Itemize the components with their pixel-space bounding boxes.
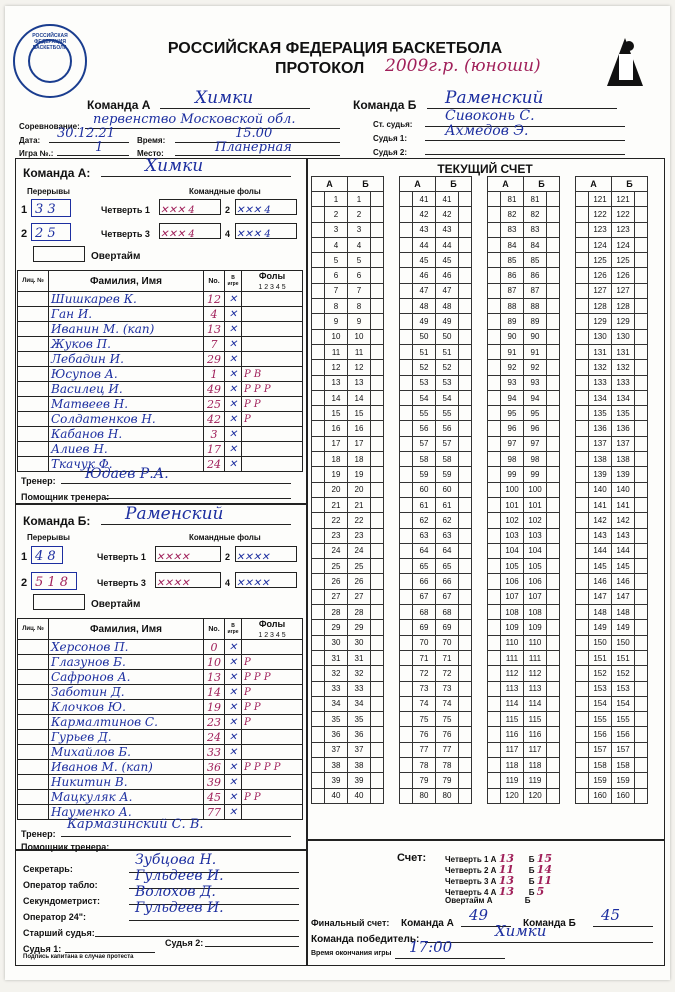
scorer-value: Зубцова Н. — [135, 852, 217, 868]
team-b-fouls-label: Командные фолы — [189, 533, 261, 542]
player-row — [18, 745, 303, 760]
player-number: 25 — [207, 397, 221, 411]
player-name: Жуков П. — [51, 337, 111, 351]
end-time-label: Время окончания игры — [311, 950, 392, 957]
player-number: 23 — [207, 715, 221, 729]
competition-label: Соревнование: — [19, 122, 80, 131]
scorer-label: Секретарь: — [23, 864, 73, 874]
player-number: 77 — [207, 805, 221, 819]
player-number: 42 — [207, 412, 221, 426]
team-a-q3-label: Четверть 3 — [101, 229, 150, 239]
player-name: Лебадин И. — [51, 352, 124, 366]
player-fouls: P P P P — [244, 761, 281, 773]
team-b-roster: Лиц. № Фамилия, Имя No. В игре Фолы 1 2 3 4 5 Херсонов П. 0 ✕ Глазунов Б. 10 ✕ P Сафронов А. 13 ✕ P P P Заботин Д. 14 ✕ P Клочков Ю. 19 ✕ P P Кармалтинов С. 23 ✕ P Гурьев Д. 24 ✕ Михайлов Б. 33 ✕ Иванов М. (кап) 36 ✕ P P P P Никитин В. 39 ✕ Мацкуляк А. 45 ✕ P P Науменко А. 77 ✕ — [17, 618, 303, 820]
player-in-game-icon: ✕ — [228, 353, 238, 365]
team-b-q4-fouls: ✕✕✕✕ — [235, 572, 297, 588]
timer-value: Волохов Д. — [135, 884, 216, 900]
player-name: Заботин Д. — [51, 685, 125, 699]
quarter-score-row: Четверть 4 А 13 Б 5 — [445, 885, 545, 898]
umpire1-value: Ахмедов Э. — [445, 123, 529, 139]
player-row — [18, 670, 303, 685]
score-column-group: А Б 81 81 82 82 83 83 84 84 85 85 86 86 87 87 88 88 89 89 90 90 91 91 92 92 93 93 94 94 95 95 96 96 97 97 98 98 99 99 100 100 101 101 102 102 103 103 104 104 105 105 106 106 107 107 108 108 109 109 110 110 111 111 112 112 113 113 114 114 115 115 116 116 117 117 118 118 119 119 120 120 — [487, 176, 560, 804]
player-in-game-icon: ✕ — [228, 701, 238, 713]
team-b-q3-fouls: ✕✕✕✕ — [155, 572, 221, 588]
team-b-header-label: Команда Б — [353, 98, 417, 112]
player-number: 39 — [207, 775, 221, 789]
player-in-game-icon: ✕ — [228, 398, 238, 410]
player-number: 12 — [207, 292, 221, 306]
player-row — [18, 322, 303, 337]
player-row — [18, 640, 303, 655]
team-a-q4-fouls: ✕✕✕ 4 — [235, 223, 297, 239]
player-row — [18, 367, 303, 382]
player-in-game-icon: ✕ — [228, 806, 238, 818]
player-in-game-icon: ✕ — [228, 746, 238, 758]
team-b-block-label: Команда Б: — [23, 514, 91, 528]
quarter-score-row: Четверть 1 А 13 Б 15 — [445, 852, 552, 865]
player-number: 1 — [210, 367, 218, 381]
federation-title: РОССИЙСКАЯ ФЕДЕРАЦИЯ БАСКЕТБОЛА — [167, 40, 503, 57]
team-b-q1-label: Четверть 1 — [97, 552, 146, 562]
player-in-game-icon: ✕ — [228, 716, 238, 728]
final-team-a-label: Команда А — [401, 918, 454, 929]
competition-value: первенство Московской обл. — [93, 112, 296, 127]
senior-label: Старший судья: — [23, 928, 95, 938]
player-fouls: P P — [244, 398, 261, 410]
team-a-header-name: Химки — [195, 88, 254, 108]
player-number: 49 — [207, 382, 221, 396]
board-value: Гульдеев И. — [135, 868, 224, 884]
player-fouls: P P P — [244, 383, 271, 395]
player-name: Гурьев Д. — [51, 730, 112, 744]
game-no-label: Игра №.: — [19, 149, 54, 158]
venue-label: Место: — [137, 149, 164, 158]
player-fouls: P — [244, 686, 251, 698]
end-time-value: 17:00 — [409, 938, 453, 956]
team-b-block-name: Раменский — [125, 504, 224, 524]
player-name: Шишкарев К. — [51, 292, 137, 306]
final-team-b-score: 45 — [601, 906, 621, 924]
player-number: 24 — [207, 730, 221, 744]
player-number: 17 — [207, 442, 221, 456]
player-name: Алиев Н. — [51, 442, 108, 456]
player-in-game-icon: ✕ — [228, 308, 238, 320]
quarter-score-row: Четверть 2 А 11 Б 14 — [445, 863, 552, 876]
crew-chief-label: Ст. судья: — [373, 120, 413, 129]
player-fouls: P P P — [244, 671, 271, 683]
federation-seal — [13, 24, 87, 98]
player-row — [18, 412, 303, 427]
player-name: Ткачук Ф. — [51, 457, 113, 471]
team-b-ot-label: Овертайм — [91, 599, 141, 610]
player-name: Матвеев Н. — [51, 397, 129, 411]
player-in-game-icon: ✕ — [228, 338, 238, 350]
shot-clock-value: Гульдеев И. — [135, 900, 224, 916]
player-number: 10 — [207, 655, 221, 669]
player-fouls: P P — [244, 701, 261, 713]
team-a-header-label: Команда А — [87, 98, 151, 112]
team-a-coach: Юдаев Р.А. — [85, 466, 169, 482]
player-name: Василец И. — [51, 382, 123, 396]
ref2-label: Судья 2: — [165, 938, 204, 948]
team-b-header-name: Раменский — [445, 88, 544, 108]
player-in-game-icon: ✕ — [228, 368, 238, 380]
player-number: 3 — [210, 427, 218, 441]
score-column-group: А Б 1 1 2 2 3 3 4 4 5 5 6 6 7 7 8 8 9 9 10 10 11 11 12 12 13 13 14 14 15 15 16 16 17 17 18 18 19 19 20 20 21 21 22 22 23 23 24 24 25 25 26 26 27 27 28 28 29 29 30 30 31 31 32 32 33 33 34 34 35 35 36 36 37 37 38 38 39 39 40 40 — [311, 176, 384, 804]
team-b-q1-fouls: ✕✕✕✕ — [155, 546, 221, 562]
player-number: 36 — [207, 760, 221, 774]
score-column-group: А Б 121 121 122 122 123 123 124 124 125 125 126 126 127 127 128 128 129 129 130 130 131 131 132 132 133 133 134 134 135 135 136 136 137 137 138 138 139 139 140 140 141 141 142 142 143 143 144 144 145 145 146 146 147 147 148 148 149 149 150 150 151 151 152 152 153 153 154 154 155 155 156 156 157 157 158 158 159 159 160 160 — [575, 176, 648, 804]
team-b-timeouts-label: Перерывы — [27, 533, 71, 542]
final-label: Финальный счет: — [311, 918, 390, 928]
team-a-ot-label: Овертайм — [91, 251, 141, 262]
date-value: 30.12.21 — [57, 126, 115, 141]
venue-value: Планерная — [215, 140, 292, 155]
player-number: 7 — [210, 337, 218, 351]
protocol-title: ПРОТОКОЛ — [275, 60, 365, 77]
player-number: 13 — [207, 670, 221, 684]
player-row — [18, 427, 303, 442]
player-name: Иванин М. (кап) — [51, 322, 155, 336]
player-in-game-icon: ✕ — [228, 383, 238, 395]
shot-clock-label: Оператор 24": — [23, 912, 87, 922]
player-number: 13 — [207, 322, 221, 336]
player-fouls: P P — [244, 791, 261, 803]
player-row — [18, 760, 303, 775]
player-number: 19 — [207, 700, 221, 714]
player-row — [18, 337, 303, 352]
player-number: 33 — [207, 745, 221, 759]
player-row — [18, 307, 303, 322]
player-in-game-icon: ✕ — [228, 656, 238, 668]
team-b-ot-boxes — [33, 594, 85, 610]
team-a-timeouts-label: Перерывы — [27, 187, 71, 196]
player-name: Иванов М. (кап) — [51, 760, 153, 774]
board-label: Оператор табло: — [23, 880, 98, 890]
team-a-q1-fouls: ✕✕✕ 4 — [159, 199, 221, 215]
team-b-q3-label: Четверть 3 — [97, 578, 146, 588]
player-in-game-icon: ✕ — [228, 443, 238, 455]
team-a-timeouts-1: 3 3 — [31, 199, 71, 217]
team-b-timeouts-1: 4 8 — [31, 546, 63, 564]
player-in-game-icon: ✕ — [228, 671, 238, 683]
player-name: Никитин В. — [51, 775, 128, 789]
player-row — [18, 730, 303, 745]
team-a-block-label: Команда А: — [23, 166, 91, 180]
federation-logo-icon — [603, 34, 647, 90]
captain-protest-label: Подпись капитана в случае протеста — [23, 954, 134, 960]
player-name: Клочков Ю. — [51, 700, 126, 714]
protocol-category: 2009г.р. (юноши) — [385, 56, 541, 76]
seal-text: РОССИЙСКАЯ ФЕДЕРАЦИЯ БАСКЕТБОЛА — [32, 33, 68, 51]
player-name: Солдатенков Н. — [51, 412, 156, 426]
team-a-coach-label: Тренер: — [21, 476, 56, 486]
team-a-q2-fouls: ✕✕✕ 4 — [235, 199, 297, 215]
team-b-timeouts-2: 5 1 8 — [31, 572, 77, 590]
timer-label: Секундометрист: — [23, 896, 100, 906]
team-a-q1-label: Четверть 1 — [101, 205, 150, 215]
player-row — [18, 442, 303, 457]
umpire1-label: Судья 1: — [373, 134, 408, 143]
player-fouls: P — [244, 716, 251, 728]
team-b-assistant-label: Помощник тренера: — [21, 842, 110, 852]
team-a-block-name: Химки — [145, 156, 204, 176]
player-fouls: P — [244, 413, 251, 425]
score-column-group: А Б 41 41 42 42 43 43 44 44 45 45 46 46 47 47 48 48 49 49 50 50 51 51 52 52 53 53 54 54 55 55 56 56 57 57 58 58 59 59 60 60 61 61 62 62 63 63 64 64 65 65 66 66 67 67 68 68 69 69 70 70 71 71 72 72 73 73 74 74 75 75 76 76 77 77 78 78 79 79 80 80 — [399, 176, 472, 804]
team-a-fouls-label: Командные фолы — [189, 187, 261, 196]
player-name: Кабанов Н. — [51, 427, 123, 441]
player-row — [18, 715, 303, 730]
winner-label: Команда победитель: — [311, 934, 420, 945]
winner-value: Химки — [495, 922, 547, 940]
player-name: Юсупов А. — [51, 367, 118, 381]
team-a-roster: Лиц. № Фамилия, Имя No. В игре Фолы 1 2 3 4 5 Шишкарев К. 12 ✕ Ган И. 4 ✕ Иванин М. (кап) 13 ✕ Жуков П. 7 ✕ Лебадин И. 29 ✕ Юсупов А. 1 ✕ P B Василец И. 49 ✕ P P P Матвеев Н. 25 ✕ P P Солдатенков Н. 42 ✕ P Кабанов Н. 3 ✕ Алиев Н. 17 ✕ Ткачук Ф. 24 ✕ — [17, 270, 303, 472]
player-name: Херсонов П. — [51, 640, 129, 654]
player-number: 24 — [207, 457, 221, 471]
score-summary-label: Счет: — [397, 852, 427, 864]
player-in-game-icon: ✕ — [228, 641, 238, 653]
game-no-value: 1 — [95, 140, 104, 155]
player-row — [18, 352, 303, 367]
player-row — [18, 397, 303, 412]
player-in-game-icon: ✕ — [228, 458, 238, 470]
player-name: Ган И. — [51, 307, 93, 321]
player-in-game-icon: ✕ — [228, 428, 238, 440]
player-row — [18, 382, 303, 397]
team-a-assistant-label: Помощник тренера: — [21, 492, 110, 502]
player-row — [18, 292, 303, 307]
player-row — [18, 775, 303, 790]
player-row — [18, 685, 303, 700]
player-fouls: P — [244, 656, 251, 668]
player-in-game-icon: ✕ — [228, 413, 238, 425]
final-team-a-score: 49 — [469, 906, 489, 924]
team-a-ot-boxes — [33, 246, 85, 262]
player-number: 14 — [207, 685, 221, 699]
player-in-game-icon: ✕ — [228, 791, 238, 803]
quarter-score-row: Четверть 3 А 13 Б 11 — [445, 874, 552, 887]
player-in-game-icon: ✕ — [228, 686, 238, 698]
team-b-coach-label: Тренер: — [21, 829, 56, 839]
team-b-coach: Кармазинский С. В. — [67, 817, 204, 832]
final-team-b-label: Команда Б — [523, 918, 576, 929]
date-label: Дата: — [19, 136, 41, 145]
crew-chief-value: Сивоконь С. — [445, 108, 535, 124]
player-name: Михайлов Б. — [51, 745, 131, 759]
team-b-q2-fouls: ✕✕✕✕ — [235, 546, 297, 562]
player-number: 45 — [207, 790, 221, 804]
time-label: Время: — [137, 136, 166, 145]
team-a-timeouts-2: 2 5 — [31, 223, 71, 241]
player-in-game-icon: ✕ — [228, 776, 238, 788]
ref1-label: Судья 1: — [23, 944, 62, 954]
running-score-title: ТЕКУЩИЙ СЧЕТ — [437, 162, 533, 176]
time-value: 15.00 — [235, 126, 273, 141]
player-in-game-icon: ✕ — [228, 761, 238, 773]
player-name: Мацкуляк А. — [51, 790, 133, 804]
umpire2-label: Судья 2: — [373, 148, 408, 157]
player-row — [18, 700, 303, 715]
player-name: Глазунов Б. — [51, 655, 126, 669]
player-in-game-icon: ✕ — [228, 323, 238, 335]
player-row — [18, 655, 303, 670]
player-name: Кармалтинов С. — [51, 715, 158, 729]
player-number: 4 — [210, 307, 218, 321]
player-fouls: P B — [244, 368, 262, 380]
player-name: Сафронов А. — [51, 670, 131, 684]
player-name: Науменко А. — [51, 805, 132, 819]
player-in-game-icon: ✕ — [228, 731, 238, 743]
team-a-q3-fouls: ✕✕✕ 4 — [159, 223, 221, 239]
player-in-game-icon: ✕ — [228, 293, 238, 305]
protocol-sheet: РОССИЙСКАЯ ФЕДЕРАЦИЯ БАСКЕТБОЛА РОССИЙСКАЯ ФЕДЕРАЦИЯ БАСКЕТБОЛА ПРОТОКОЛ 2009г.р. (юноши) Команда А Химки Команда Б Раменский Соревнование: первенство Московской обл. Дата: 30.12.21 Время: 15.00 Игра №.: 1 Место: Планерная Ст. судья: Сивоконь С. Судья 1: Ахмедов Э. Судья 2: Команда А: Химки Перерывы Командные фолы 1 3 3 Четверть 1 ✕✕✕ 4 2 ✕✕✕ 4 2 2 5 Четверть 3 ✕✕✕ 4 4 ✕✕✕ 4 Овертайм Лиц. № Фамилия, Имя No. В игре Фолы 1 2 3 4 5 Шишкарев К. 12 ✕ Ган И. 4 ✕ Иванин М. (кап) 13 ✕ Жуков П. 7 ✕ Лебадин И. 29 ✕ Юсупов А. 1 ✕ P B Василец И. 49 ✕ P P P Матвеев Н. 25 ✕ P P Солдатенков Н. 42 ✕ P Кабанов Н. 3 ✕ Алиев Н. 17 ✕ Ткачук Ф. 24 ✕ Тренер: Юдаев Р.А. Помощник тренера: Команда Б: Раменский Перерывы Командные фолы 1 4 8 Четверть 1 ✕✕✕✕ 2 ✕✕✕✕ 2 5 1 8 Четверть 3 ✕✕✕✕ 4 ✕✕✕✕ Овертайм Лиц. № Фамилия, Имя No. В игре Фолы 1 2 3 4 5 Херсонов П. 0 ✕ Глазунов Б. 10 ✕ P Сафронов А. 13 ✕ P P P Заботин Д. 14 ✕ P Клочков Ю. 19 ✕ P P Кармалтинов С. 23 ✕ P Гурьев Д. 24 ✕ Михайлов Б. 33 ✕ Иванов М. (кап) 36 ✕ P P P P Никитин В. 39 ✕ Мацкуляк А. 45 ✕ P P Науменко А. 77 ✕ Тренер: Кармазинский С. В. Помощник тренера: Секретарь: Зубцова Н. Оператор табло: Гульдеев И. Секундометрист: Волохов Д. Оператор 24": Гульдеев И. Старший судья: Судья 1: Судья 2: Подпись капитана в случае протеста ТЕКУЩИЙ СЧЕТ А Б 1 1 2 2 3 3 4 4 5 5 6 6 7 7 8 8 9 9 10 10 11 11 12 12 13 13 14 14 15 15 16 16 17 17 18 18 19 19 20 20 21 21 22 22 23 23 24 24 25 25 26 26 27 27 28 28 29 29 30 30 31 31 32 32 33 33 34 34 35 35 36 36 37 37 38 38 39 39 40 40 А Б 41 41 42 42 43 43 44 44 45 45 46 46 47 47 48 48 49 49 50 50 51 51 52 52 53 53 54 54 55 55 56 56 57 57 58 58 59 59 60 60 61 61 62 62 63 63 64 64 65 65 66 66 67 67 68 68 69 69 70 70 71 71 72 72 73 73 74 74 75 75 76 76 77 77 78 78 79 79 80 80 А Б 81 81 82 82 83 83 84 84 85 85 86 86 87 87 88 88 89 89 90 90 91 91 92 92 93 93 94 94 95 95 96 96 97 97 98 98 99 99 100 100 101 101 102 102 103 103 104 104 105 105 106 106 107 107 108 108 109 109 110 110 111 111 112 112 113 113 114 114 115 115 116 116 117 117 118 118 119 119 120 120 А Б 121 121 122 122 123 123 124 124 125 125 126 126 127 127 128 128 129 129 130 130 131 131 132 132 133 133 134 134 135 135 136 136 137 137 138 138 139 139 140 140 141 141 142 142 143 143 144 144 145 145 146 146 147 147 148 148 149 149 150 150 151 151 152 152 153 153 154 154 155 155 156 156 157 157 158 158 159 159 160 160 Счет: Четверть 1 А 13 Б 15 Четверть 2 А 11 Б 14 Четверть 3 А 13 Б 11 Четверть 4 А 13 Б 5 Овертайм А Б Финальный счет: Команда А 49 Команда Б 45 Команда победитель: Химки Время окончания игры 17:00 — [5, 6, 670, 980]
player-number: 29 — [207, 352, 221, 366]
player-row — [18, 790, 303, 805]
overtime-score-row: Овертайм А Б — [445, 896, 531, 905]
player-number: 0 — [210, 640, 218, 654]
